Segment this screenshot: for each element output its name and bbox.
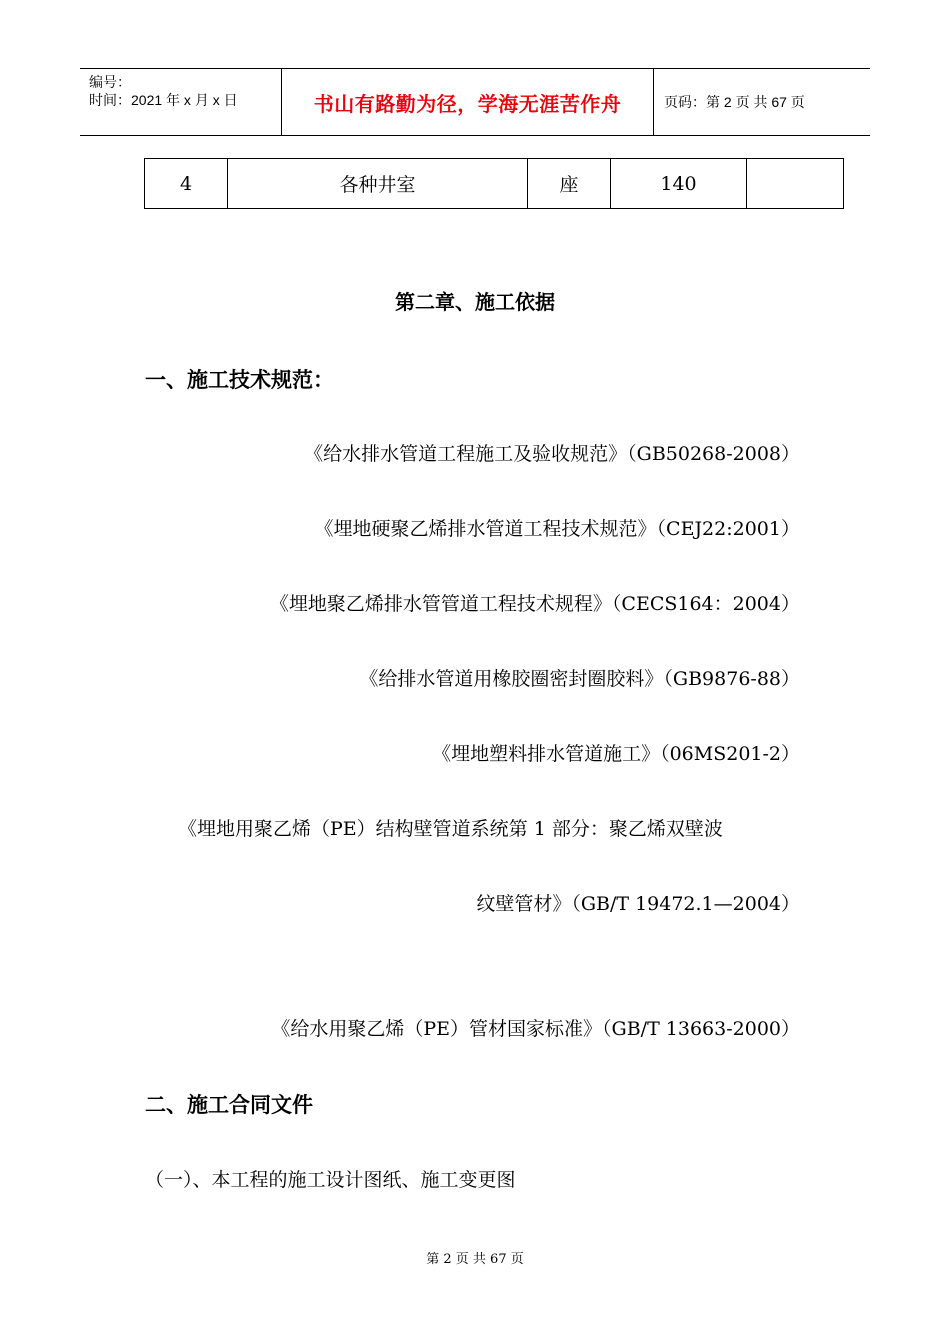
- chapter-title: 第二章、施工依据: [395, 290, 555, 314]
- reference-item: 《埋地用聚乙烯（PE）结构壁管道系统第 1 部分：聚乙烯双壁波: [178, 818, 723, 840]
- row-remark: [747, 159, 844, 209]
- page-footer: 第 2 页 共 67 页: [426, 1252, 524, 1267]
- time-label: 时间：2021 年 x 月 x 日: [89, 92, 238, 108]
- section-title-1: 一、施工技术规范：: [145, 368, 334, 392]
- row-quantity: 140: [611, 159, 747, 209]
- paragraph: （一）、本工程的施工设计图纸、施工变更图: [145, 1169, 516, 1191]
- reference-item: 《埋地塑料排水管道施工》（06MS201-2）: [432, 743, 800, 765]
- header-page-info: 页码：第 2 页 共 67 页: [664, 94, 805, 110]
- reference-item: 《给水用聚乙烯（PE）管材国家标准》（GB/T 13663-2000）: [271, 1018, 800, 1040]
- table-row: [145, 159, 844, 209]
- quantity-table: [144, 158, 844, 209]
- reference-item: 《埋地聚乙烯排水管管道工程技术规程》（CECS164：2004）: [269, 593, 800, 615]
- header-motto: 书山有路勤为径，学海无涯苦作舟: [281, 69, 654, 135]
- row-name: 各种井室: [228, 159, 528, 209]
- page-header: [80, 68, 870, 136]
- reference-item: 《埋地硬聚乙烯排水管道工程技术规范》（CEJ22:2001）: [314, 518, 800, 540]
- row-index: 4: [145, 159, 228, 209]
- header-meta: [80, 69, 281, 135]
- reference-item: 《给水排水管道工程施工及验收规范》（GB50268-2008）: [304, 443, 800, 465]
- reference-item: 纹壁管材》（GB/T 19472.1—2004）: [476, 893, 800, 915]
- reference-item: 《给排水管道用橡胶圈密封圈胶料》（GB9876-88）: [359, 668, 800, 690]
- section-title-2: 二、施工合同文件: [145, 1093, 313, 1117]
- number-label: 编号：: [89, 74, 131, 90]
- row-unit: 座: [528, 159, 611, 209]
